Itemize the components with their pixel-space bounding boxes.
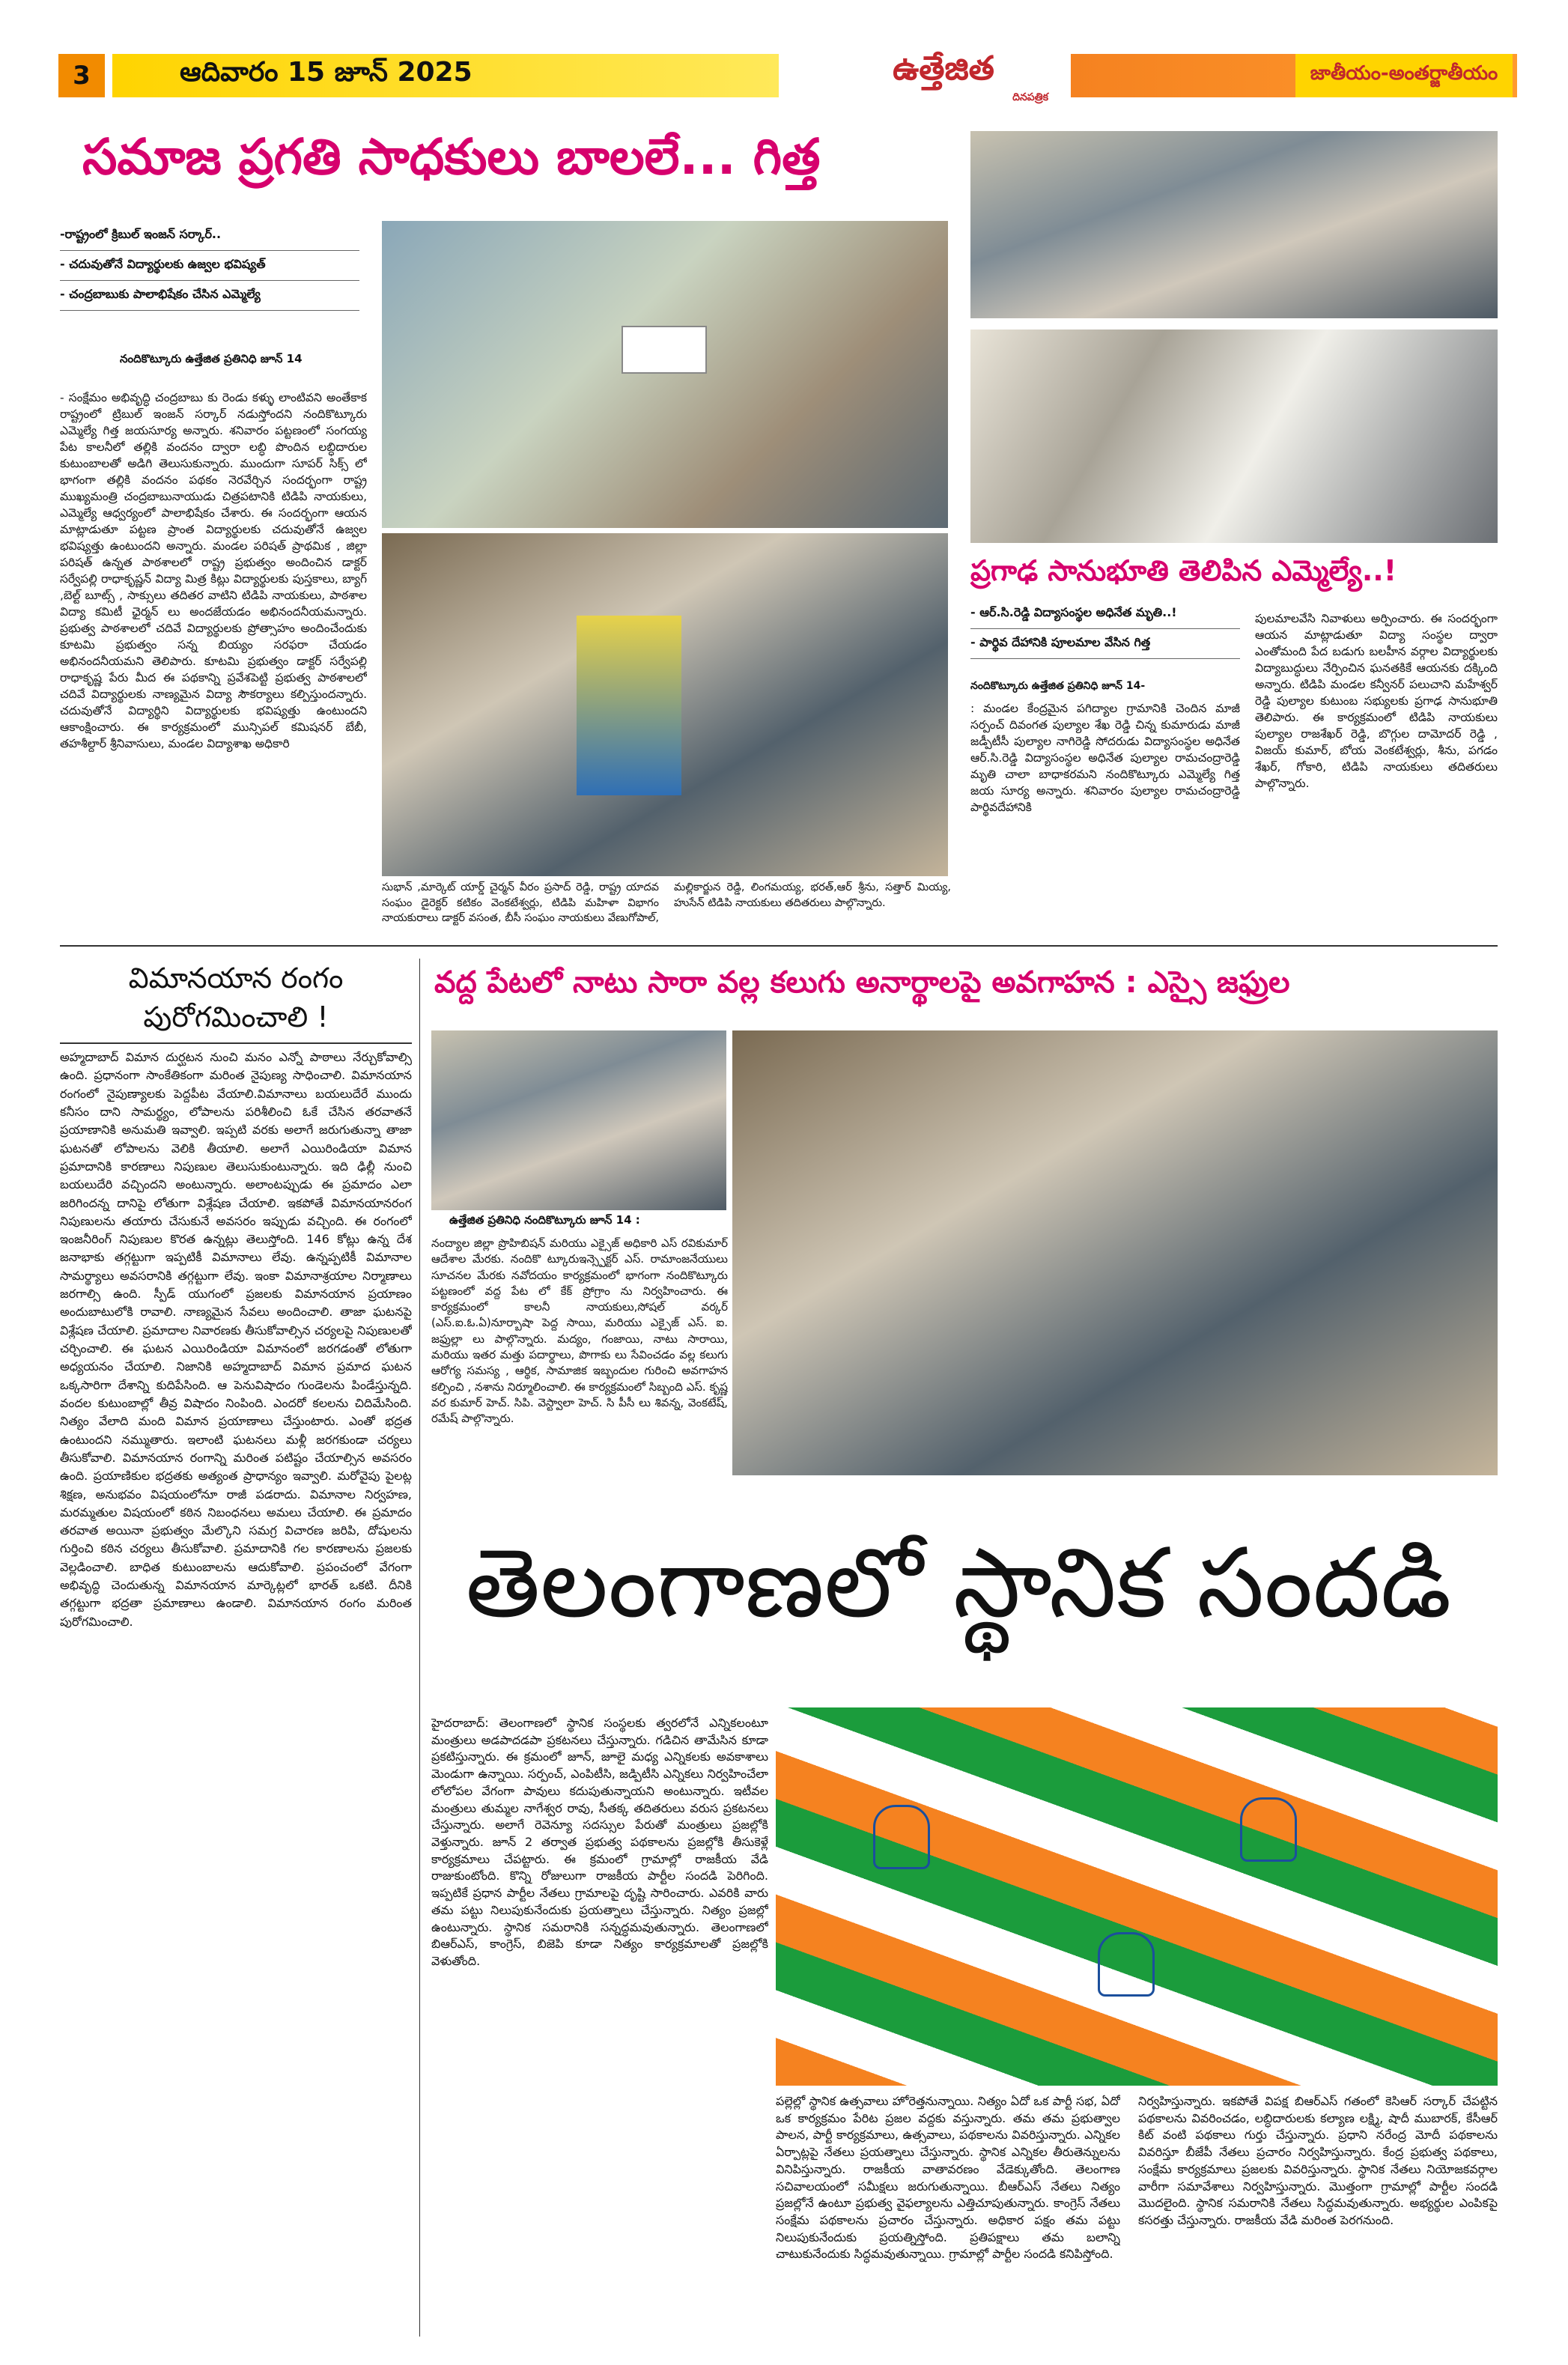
story1-bullet: - చదువుతోనే విద్యార్థులకు ఉజ్వల భవిష్యత్ bbox=[60, 251, 359, 281]
story2-byline: నందికొట్కూరు ఉత్తేజిత ప్రతినిధి జూన్ 14- bbox=[970, 680, 1146, 692]
story3-headline bbox=[60, 959, 412, 1036]
story2-photo-top bbox=[970, 131, 1498, 318]
page-number: 3 bbox=[58, 54, 105, 97]
divider bbox=[60, 945, 1498, 947]
story2-headline: ప్రగాఢ సానుభూతి తెలిపిన ఎమ్మెల్యే..! bbox=[970, 554, 1397, 587]
story1-bullet: -రాష్ట్రంలో క్రిబుల్ ఇంజన్ సర్కార్.. bbox=[60, 221, 359, 251]
story5-headline: తెలంగాణలో స్థానిక సందడి bbox=[465, 1528, 1452, 1639]
story3-headline-line2: పురోగమించాలి ! bbox=[143, 1001, 329, 1033]
story2-bullets bbox=[970, 599, 1240, 659]
story1-body-continued: సుభాన్ ,మార్కెట్ యార్డ్ చైర్మన్ వీరం ప్రసాద్ రెడ్డి, రాష్ట్ర యాదవ సంఘం డైరెక్టర్ కటికం వెంకటేశ్వర్లు, టిడిపి మహిళా విభాగం నాయకురాలు డాక్టర్ వసంత, బీసీ సంఘం నాయకులు వేణుగోపాల్, మల్లికార్జున రెడ్డి, లింగమయ్య, భరత్,ఆర్ శ్రీను, సత్తార్ మియ్య, హుసేన్ టిడిపి నాయకులు తదితరులు పాల్గొన్నారు. bbox=[382, 881, 951, 925]
story1-bullets bbox=[60, 221, 359, 311]
masthead bbox=[831, 46, 1056, 106]
story4-caption: ఉత్తేజిత ప్రతినిధి నందికొట్కూరు జూన్ 14 : bbox=[449, 1213, 640, 1227]
story2-body: : మండల కేంద్రమైన పగిద్యాల గ్రామానికి చెందిన మాజీ సర్పంచ్ దివంగత పుల్యాల శేఖ రెడ్డి చిన్న కుమారుడు మాజీ జడ్పీటీసీ పుల్యాల నాగిరెడ్డి సోదరుడు విద్యాసంస్థల అధినేత ఆర్.సి.రెడ్డి విద్యాసంస్థల అధినేత పుల్యాల రామచంద్రారెడ్డి మృతి చాలా బాధాకరమని నందికొట్కూరు ఎమ్మెల్యే గిత్త జయ సూర్య అన్నారు. శనివారం పుల్యాల రామచంద్రారెడ్డి పార్థివదేహానికి bbox=[970, 702, 1240, 814]
portrait-image bbox=[577, 616, 681, 795]
story1-photo-bottom bbox=[382, 533, 948, 876]
story4-headline: వద్ద పేటలో నాటు సారా వల్ల కలుగు అనార్థాలపై అవగాహన : ఎస్సై జఫ్రుల bbox=[434, 965, 1290, 1000]
section-label: జాతీయం-అంతర్జాతీయం bbox=[1295, 54, 1513, 97]
story4-body: నంద్యాల జిల్లా ప్రొహిబిషన్ మరియు ఎక్సైజ్ అధికారి ఎస్ రవికుమార్ ఆదేశాల మేరకు. నందికొ ట్కూరుఇన్స్పెక్టర్ ఎస్. రామాంజనేయులు సూచనల మేరకు నవోదయం కార్యక్రమంలో భాగంగా నందికొట్కూరు పట్టణంలో వద్ద పేట లో కేక్ ప్రోగ్రాం ను నిర్వహించారు. ఈ కార్యక్రమంలో కాలనీ నాయకులు,సోషల్ వర్కర్ (ఎస్.ఐ.ఓ.ఏ)నూర్బాషా పెద్ద సాయి, మరియు ఎక్సైజ్ ఎస్. ఐ. జఫ్రుల్లా లు పాల్గొన్నారు. మద్యం, గంజాయి, నాటు సారాయి, మరియు ఇతర మత్తు పదార్థాలు, పొగాకు లు సేవించడం వల్ల కలుగు ఆరోగ్య సమస్య , ఆర్థిక, సామాజిక ఇబ్బందుల గురించి అవగాహన కల్పించి , నశాను నిర్మూలించాలి. ఈ కార్యక్రమంలో సిబ్బంది ఎస్. కృష్ణ వర కుమార్ హెచ్. సిపి. వెస్ట్వాలా హెచ్. సి పీసీ లు శివన్న, వెంకటేష్, రమేష్ పాల్గొన్నారు. bbox=[431, 1236, 728, 1426]
story5-body-col3: నిర్వహిస్తున్నారు. ఇకపోతే విపక్ష బిఆర్ఎస్ గతంలో కెసిఆర్ సర్కార్ చేపట్టిన పథకాలను వివరించడం, లబ్ధిదారులకు కల్యాణ లక్ష్మి, షాదీ ముబారక్, కేసీఆర్ కిట్ వంటి పథకాలు గుర్తు చేస్తున్నారు. ప్రధాని నరేంద్ర మోదీ పథకాలను వివరిస్తూ బీజేపీ నేతలు ప్రచారం నిర్వహిస్తున్నారు. కేంద్ర ప్రభుత్వ పథకాలు, సంక్షేమ కార్యక్రమాలు ప్రజలకు వివరిస్తున్నారు. స్థానిక నేతలు నియోజకవర్గాల వారీగా సమావేశాలు నిర్వహిస్తున్నారు. మొత్తంగా గ్రామాల్లో పార్టీల సందడి మొదలైంది. స్థానిక సమరానికి నేతలు సిద్ధమవుతున్నారు. అభ్యర్థుల ఎంపికపై కసరత్తు చేస్తున్నారు. రాజకీయ వేడి మరింత పెరగనుంది. bbox=[1138, 2094, 1498, 2228]
placard-image bbox=[622, 326, 707, 374]
story2-body-continued: పులమాలవేసి నివాళులు అర్పించారు. ఈ సందర్భంగా ఆయన మాట్లాడుతూ విద్యా సంస్థల ద్వారా ఎంతోమంది పేద బడుగు బలహీన వర్గాల విద్యార్థులకు విద్యాబుద్ధులు నేర్పించిన ఘనతకికే ఆయనకు దక్కింది అన్నారు. టిడిపి మండల కన్వీనర్ పలుచాని మహేశ్వర్ రెడ్డి పుల్యాల కుటుంబ సభ్యులకు ప్రగాఢ సానుభూతి తెలిపారు. ఈ కార్యక్రమంలో టిడిపి నాయకులు పుల్యాల రాజశేఖర్ రెడ్డి, బొగ్గుల దామోదర్ రెడ్డి , విజయ్ కుమార్, బోయ వెంకటేశ్వర్లు, శీను, పగడం శేఖర్, గోకారి, టిడిపి నాయకులు తదితరులు పాల్గొన్నారు. bbox=[1255, 612, 1498, 790]
story5-body-col1: హైదరాబాద్: తెలంగాణలో స్థానిక సంస్థలకు త్వరలోనే ఎన్నికలంటూ మంత్రులు అడపాదడపా ప్రకటనలు చేస్తున్నారు. గడిచిన తామేసిన కూడా ప్రకటిస్తున్నారు. ఈ క్రమంలో జూన్, జూలై మధ్య ఎన్నికలకు అవకాశాలు మెండుగా ఉన్నాయి. సర్పంచ్, ఎంపిటీసి, జడ్పిటీసి ఎన్నికలు నిర్వహించేలా లోలోపల వేగంగా పావులు కదుపుతున్నాయని అంటున్నారు. ఇటీవల మంత్రులు తుమ్మల నాగేశ్వర రావు, సీతక్క తదితరులు వరుస ప్రకటనలు చేస్తున్నారు. అలాగే రెవెన్యూ సదస్సుల పేరుతో మంత్రులు ప్రజల్లోకి వెళ్తున్నారు. జూన్ 2 తర్వాత ప్రభుత్వ పథకాలను ప్రజల్లోకి తీసుకెళ్లే కార్యక్రమాలు చేపట్టారు. ఈ క్రమంలో గ్రామాల్లో రాజకీయ వేడి రాజుకుంటోంది. కొన్ని రోజులుగా రాజకీయ పార్టీల సందడి పెరిగింది. ఇప్పటికే ప్రధాన పార్టీల నేతలు గ్రామాలపై దృష్టి సారించారు. ఎవరికి వారు తమ పట్టు నిలుపుకునేందుకు ప్రయత్నాలు చేస్తున్నారు. నిత్యం ప్రజల్లో ఉంటున్నారు. స్థానిక సమరానికి సన్నద్ధమవుతున్నారు. తెలంగాణలో బిఆర్ఎస్, కాంగ్రెస్, బిజెపి కూడా నిత్యం కార్యక్రమాలతో ప్రజల్లోకి వెళుతోంది. bbox=[431, 1716, 768, 1969]
story2-photo-bottom bbox=[970, 330, 1498, 543]
story3-headline-line1: విమానయాన రంగం bbox=[128, 962, 344, 995]
story2-bullet: - ఆర్.సి.రెడ్డి విద్యాసంస్థల అధినేత మృతి..! bbox=[970, 599, 1240, 629]
story1-headline: సమాజ ప్రగతి సాధకులు బాలలే... గిత్త bbox=[82, 128, 821, 186]
story4-photo-left bbox=[431, 1030, 726, 1210]
story3-body: అహ్మదాబాద్ విమాన దుర్ఘటన నుంచి మనం ఎన్నో పాఠాలు నేర్చుకోవాల్సి ఉంది. ప్రధానంగా సాంకేతికంగా మరింత నైపుణ్య సాధించాలి. విమానయాన రంగంలో నైపుణ్యాలకు పెద్దపీట వేయాలి.విమానాలు బయలుదేరే ముందు కనీసం దాని సామర్థ్యం, లోపాలను పరిశీలించి ఓకే చేసిన తరవాతనే ప్రయాణానికి అనుమతి ఇవ్వాలి. ఇప్పటి వరకు అలాగే జరుగుతున్నా తాజా ఘటనతో లోపాలను వెలికి తీయాలి. అలాగే ఎయిరిండియా విమాన ప్రమాదానికి కారణాలు నిపుణుల తెలుసుకుంటున్నారు. ఇది ఢిల్లీ నుంచి బయలుదేరి వచ్చిందని అంటున్నారు. అలాంటప్పుడు ఈ ప్రమాదం ఎలా జరిగిందన్న దానిపై లోతుగా విశ్లేషణ చేయాలి. ఇకపోతే విమానయానరంగ నిపుణులను తయారు చేసుకునే అవసరం ఇప్పుడు వచ్చింది. ఈ రంగంలో ఇంజనీరింగ్ నిపుణుల కొరత ఉన్నట్లు తెలుస్తోంది. 146 కోట్లు ఉన్న దేశ జనాభాకు తగ్గట్టుగా ఇప్పటికీ విమానాలు లేవు. ఉన్నప్పటికీ విమానాల సామర్థ్యాలు అవసరానికి తగ్గట్టుగా లేవు. ఇంకా విమానాశ్రయాల నిర్మాణాలు జరగాల్సి ఉంది. స్పీడ్ యుగంలో ప్రజలకు విమానయాన ప్రయాణం అందుబాటులోకి రావాలి. నాణ్యమైన సేవలు అందించాలి. తాజా ఘటనపై విశ్లేషణ చేయాలి. ప్రమాదాల నివారణకు తీసుకోవాల్సిన చర్యలపై నిపుణులతో చర్చించాలి. ఈ ఘటన ఎయిరిండియా విమానంలో జరగడంతో లోతుగా అధ్యయనం చేయాలి. నిజానికి అహ్మదాబాద్ విమాన ప్రమాద ఘటన ఒక్కసారిగా దేశాన్ని కుదిపేసింది. ఆ పెనువిషాదం గుండెలను పిండేస్తున్నది. వందల కుటుంబాల్లో తీవ్ర విషాదం నింపింది. ఎందరో కలలను చిదిమేసింది. నిత్యం వేలాది మంది విమాన ప్రయాణాలు చేస్తుంటారు. ఎంతో భద్రత ఉంటుందని నమ్ముతారు. ఇలాంటి ఘటనలు మళ్లీ జరగకుండా చర్యలు తీసుకోవాలి. విమానయాన రంగాన్ని మరింత పటిష్టం చేయాల్సిన అవసరం ఉంది. ప్రయాణికుల భద్రతకు అత్యంత ప్రాధాన్యం ఇవ్వాలి. మరోవైపు పైలట్ల శిక్షణ, అనుభవం విషయంలోనూ రాజీ పడరాదు. విమానాల నిర్వహణ, మరమ్మతుల విషయంలో కఠిన నిబంధనలు అమలు చేయాలి. ఈ ప్రమాదం తరవాత అయినా ప్రభుత్వం మేల్కొని సమగ్ర విచారణ జరిపి, దోషులను గుర్తించి కఠిన చర్యలు తీసుకోవాలి. ప్రమాదానికి గల కారణాలను ప్రజలకు వెల్లడించాలి. బాధిత కుటుంబాలను ఆదుకోవాలి. ప్రపంచంలో వేగంగా అభివృద్ధి చెందుతున్న విమానయాన మార్కెట్లలో భారత్ ఒకటి. దీనికి తగ్గట్టుగా భద్రతా ప్రమాణాలు ఉండాలి. విమానయాన రంగం మరింత పురోగమించాలి. bbox=[60, 1050, 412, 1629]
story1-bullet: - చంద్రబాబుకు పాలాభిషేకం చేసిన ఎమ్మెల్యే bbox=[60, 281, 359, 311]
hand-symbol-image bbox=[1098, 1932, 1155, 1997]
story1-body: - సంక్షేమం అభివృద్ధి చంద్రబాబు కు రెండు కళ్ళు లాంటివని అంతేకాక రాష్ట్రంలో ట్రిబుల్ ఇంజన్ సర్కార్ నడుస్తోందని నందికొట్కూరు ఎమ్మెల్యే గిత్త జయసూర్య అన్నారు. శనివారం పట్టణంలో సంగయ్య పేట కాలనీలో తల్లికి వందనం ద్వారా లబ్ధి పొందిన లబ్ధిదారుల కుటుంబాలతో అడిగి తెలుసుకున్నారు. ముందుగా సూపర్ సిక్స్ లో భాగంగా తల్లికి వందనం పథకం నెరవేర్చిన సందర్భంగా రాష్ట్ర ముఖ్యమంత్రి చంద్రబాబునాయుడు చిత్రపటానికి టిడిపి నాయకులు, ఎమ్మెల్యే ఆధ్వర్యంలో పాలాభిషేకం చేశారు. ఈ సందర్భంగా ఆయన మాట్లాడుతూ పట్టణ ప్రాంత విద్యార్థులకు చదువుతోనే ఉజ్వల భవిష్యత్తు ఉంటుందని అన్నారు. మండల పరిషత్ ప్రాథమిక , జిల్లా పరిషత్ ఉన్నత పాఠశాలలో రాష్ట్ర ప్రభుత్వం అందించిన డాక్టర్ సర్వేపల్లి రాధాకృష్ణన్ విద్యా మిత్ర కిట్లు విద్యార్థులకు పుస్తకాలు, బ్యాగ్ ,బెల్ట్ బూట్స్ , సాక్సులు తదితర వాటిని టిడిపి నాయకులు, పాఠశాల విద్యా కమిటీ ఛైర్మన్ లు అందజేయడం అభినందనీయమన్నారు. ప్రభుత్వ పాఠశాలలో చదివే విద్యార్థులకు ప్రోత్సాహం అందించేందుకు కూటమి ప్రభుత్వం సన్న బియ్యం సరఫరా చేయడం అభినందనీయమని తెలిపారు. కూటమి ప్రభుత్వం డాక్టర్ సర్వేపల్లి రాధాకృష్ణ పేరు మీద ఈ పథకాన్ని ప్రవేశపెట్టి ప్రభుత్వ పాఠశాలలో చదివే విద్యార్థులకు నాణ్యమైన విద్యా సౌకర్యాలు కల్పిస్తుందన్నారు. చదువుతోనే విద్యార్థిని విద్యార్థులకు భవిష్యత్తు ఉంటుందని ఆకాంక్షించారు. ఈ కార్యక్రమంలో మున్సిపల్ కమిషనర్ బేబీ, తహశీల్దార్ శ్రీనివాసులు, మండల విద్యాశాఖ అధికారి bbox=[60, 391, 367, 750]
story5-flags-photo bbox=[776, 1707, 1498, 2086]
divider bbox=[60, 1042, 412, 1044]
column-divider bbox=[419, 959, 420, 2337]
story2-bullet: - పార్థివ దేహానికి పూలమాల వేసిన గిత్త bbox=[970, 629, 1240, 659]
hand-symbol-image bbox=[873, 1805, 930, 1869]
story1-byline: నందికొట్కూరు ఉత్తేజిత ప్రతినిధి జూన్ 14 bbox=[120, 352, 303, 365]
story1-photo-top bbox=[382, 221, 948, 528]
issue-date: ఆదివారం 15 జూన్ 2025 bbox=[180, 57, 472, 88]
masthead-subtitle: దినపత్రిక bbox=[1012, 91, 1048, 103]
masthead-title: ఉత్తేజిత bbox=[893, 49, 994, 88]
story5-body-col2: పల్లెల్లో స్థానిక ఉత్సవాలు హోరెత్తనున్నాయి. నిత్యం ఏదో ఒక పార్టీ సభ, ఏదో ఒక కార్యక్రమం పేరిట ప్రజల వద్దకు వస్తున్నారు. తమ తమ ప్రభుత్వాల పాలన, పార్టీ కార్యక్రమాలు, ఉత్సవాలు, పథకాలను వివరిస్తున్నారు. ఎన్నికల ఏర్పాట్లపై నేతలు ప్రయత్నాలు చేస్తున్నారు. స్థానిక ఎన్నికల తీరుతెన్నులను వినిపిస్తున్నారు. రాజకీయ వాతావరణం వేడెక్కుతోంది. తెలంగాణ సచివాలయంలో సమీక్షలు జరుగుతున్నాయి. బీఆర్ఎస్ నేతలు నిత్యం ప్రజల్లోనే ఉంటూ ప్రభుత్వ వైఫల్యాలను ఎత్తిచూపుతున్నారు. కాంగ్రెస్ నేతలు సంక్షేమ పథకాలను ప్రచారం చేస్తున్నారు. అధికార పక్షం తమ పట్టు నిలుపుకునేందుకు ప్రయత్నిస్తోంది. ప్రతిపక్షాలు తమ బలాన్ని చాటుకునేందుకు సిద్ధమవుతున్నాయి. గ్రామాల్లో పార్టీల సందడి కనిపిస్తోంది. bbox=[776, 2094, 1120, 2262]
story4-photo-main bbox=[732, 1030, 1498, 1475]
hand-symbol-image bbox=[1240, 1797, 1297, 1862]
